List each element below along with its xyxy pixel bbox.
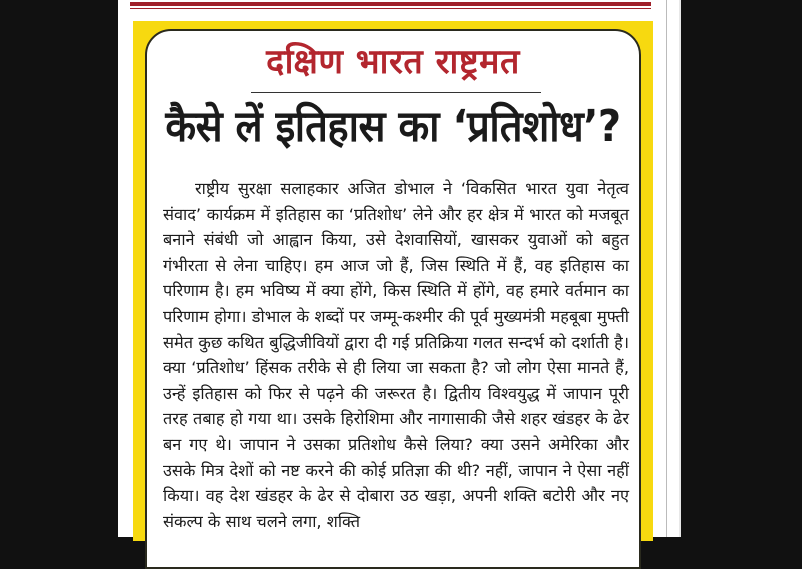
top-rule-thick <box>130 2 651 6</box>
article-headline: कैसे लें इतिहास का ‘प्रतिशोध’? <box>165 102 621 153</box>
page-edge-line <box>679 0 681 537</box>
page-edge-line <box>666 0 667 537</box>
top-rule-thin <box>130 8 651 9</box>
masthead-title: दक्षिण भारत राष्ट्रमत <box>266 42 520 82</box>
editorial-card <box>145 29 641 569</box>
masthead-divider <box>251 92 541 93</box>
article-body: राष्ट्रीय सुरक्षा सलाहकार अजित डोभाल ने ‘विकसित भारत युवा नेतृत्व संवाद’ कार्यक्रम में इतिहास का ‘प्रतिशोध’ लेने और हर क्षेत्र में भारत को मजबूत बनाने संबंधी जो आह्वान किया, उसे देशवासियों, खासकर युवाओं को बहुत गंभीरता से लेना चाहिए। हम आज जो हैं, जिस स्थिति में हैं, वह इतिहास का परिणाम है। हम भविष्य में क्या होंगे, किस स्थिति में होंगे, वह हमारे वर्तमान का परिणाम होगा। डोभाल के शब्दों पर जम्मू-कश्मीर की पूर्व मुख्यमंत्री महबूबा मुफ्ती समेत कुछ कथित बुद्धिजीवियों द्वारा दी गई प्रतिक्रिया गलत सन्दर्भ को दर्शाती है। क्या ‘प्रतिशोध’ हिंसक तरीके से ही लिया जा सकता है? जो लोग ऐसा मानते हैं, उन्हें इतिहास को फिर से पढ़ने की जरूरत है। द्वितीय विश्वयुद्ध में जापान पूरी तरह तबाह हो गया था। उसके हिरोशिमा और नागासाकी जैसे शहर खंडहर के ढेर बन गए थे। जापान ने उसका प्रतिशोध कैसे लिया? क्या उसने अमेरिका और उसके मित्र देशों को नष्ट करने की कोई प्रतिज्ञा की थी? नहीं, जापान ने ऐसा नहीं किया। वह देश खंडहर के ढेर से दोबारा उठ खड़ा, अपनी शक्ति बटोरी और नए संकल्प के साथ चलने लगा, शक्ति <box>163 179 629 531</box>
